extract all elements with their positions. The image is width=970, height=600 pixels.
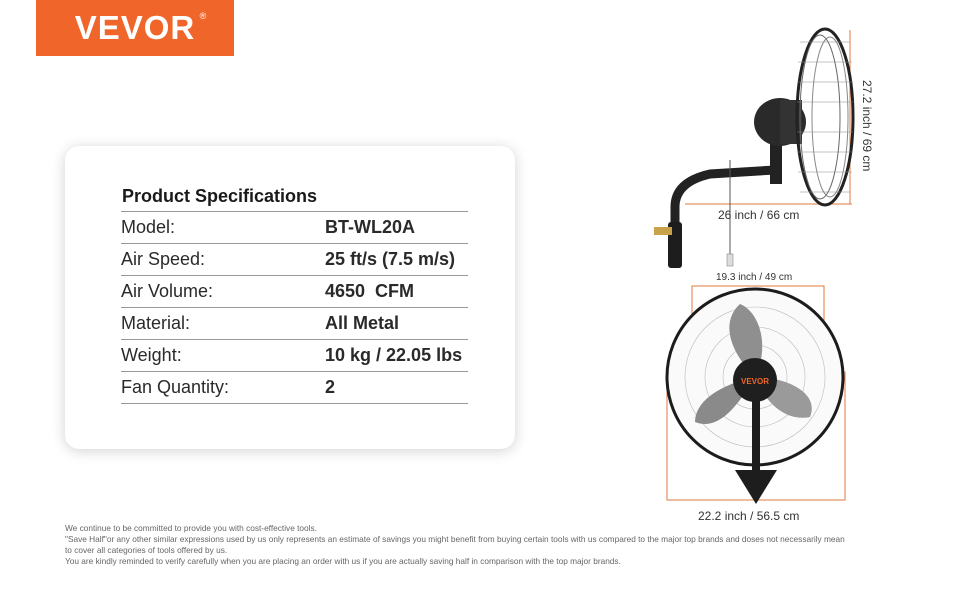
spec-value: BT-WL20A <box>325 217 415 237</box>
spec-row-model <box>121 211 468 243</box>
disclaimer-line: to cover all categories of tools offered by us. <box>65 545 228 555</box>
disclaimer-line: You are kindly reminded to verify carefully when you are placing an order with us if you are actually saving half in comparison with the top major brands. <box>65 556 621 566</box>
spec-label: Air Volume: <box>121 281 214 301</box>
disclaimer-line: "Save Half"or any other similar expressions used by us only represents an estimate of savings you might benefit from buying certain tools with us compared to the major top brands and doses not necessarily mean <box>65 534 845 544</box>
spec-row-air-speed <box>121 243 468 275</box>
spec-value: 2 <box>325 377 336 397</box>
hub-logo: VEVOR <box>740 377 770 386</box>
mount-knob <box>654 227 672 235</box>
pull-cord-handle <box>727 254 733 266</box>
motor-stem <box>770 142 782 184</box>
spec-label: Model: <box>121 217 176 237</box>
spec-label: Weight: <box>121 345 182 365</box>
spec-table <box>121 211 468 404</box>
spec-row-material <box>121 307 468 339</box>
spec-value: All Metal <box>325 313 400 333</box>
spec-row-fan-quantity <box>121 371 468 404</box>
spec-card <box>65 146 515 449</box>
spec-title: Product Specifications <box>122 186 318 206</box>
spec-value: 4650 CFM <box>325 281 415 301</box>
disclaimer-footer <box>65 523 935 567</box>
fan-front-view <box>660 282 860 512</box>
grille-side-inner <box>812 37 848 197</box>
logo-text: VEVOR ® <box>74 9 208 46</box>
wall-mount-plate <box>735 470 777 504</box>
spec-label: Air Speed: <box>121 249 206 269</box>
spec-row-air-volume <box>121 275 468 307</box>
spec-value: 10 kg / 22.05 lbs <box>325 345 463 365</box>
spec-label: Material: <box>121 313 191 333</box>
disclaimer-line: We continue to be committed to provide you with cost-effective tools. <box>65 523 317 533</box>
depth-dimension-label: 26 inch / 66 cm <box>718 208 800 222</box>
mounting-arm <box>752 400 760 470</box>
vevor-logo <box>36 0 234 56</box>
spec-row-weight <box>121 339 468 371</box>
spec-label: Fan Quantity: <box>121 377 230 397</box>
height-dimension-label: 27.2 inch / 69 cm <box>860 80 874 172</box>
registered-mark: ® <box>199 11 208 21</box>
grille-width-label: 19.3 inch / 49 cm <box>716 272 793 283</box>
overall-width-label: 22.2 inch / 56.5 cm <box>698 509 800 523</box>
spec-value: 25 ft/s (7.5 m/s) <box>325 249 456 269</box>
fan-side-view <box>630 22 890 282</box>
grille-side-inner <box>800 35 840 199</box>
